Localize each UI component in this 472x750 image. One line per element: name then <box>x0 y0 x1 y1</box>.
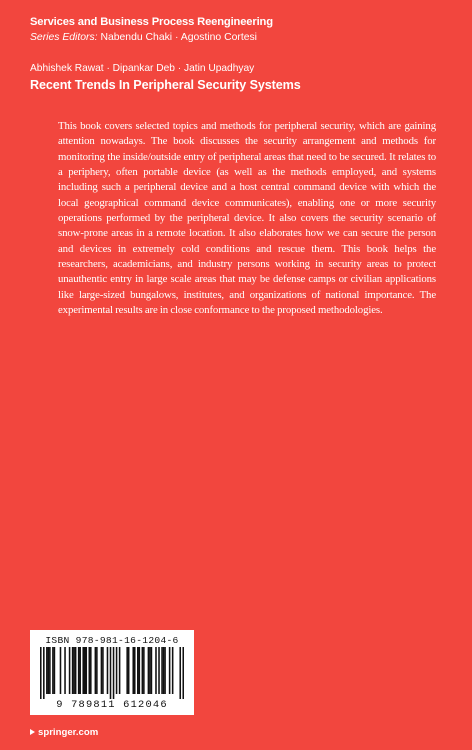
barcode-bar <box>96 647 98 694</box>
barcode-bar <box>128 647 130 694</box>
barcode-bar <box>84 647 86 694</box>
barcode-bar <box>69 647 71 694</box>
barcode-bar <box>49 647 51 694</box>
barcode-bar <box>134 647 136 694</box>
barcode-bar <box>85 647 87 694</box>
barcode-bar <box>72 647 74 694</box>
barcode-bar <box>52 647 54 694</box>
book-title: Recent Trends In Peripheral Security Systems <box>30 78 301 92</box>
series-editors <box>30 30 450 46</box>
barcode-bar <box>126 647 128 694</box>
barcode-bar <box>155 647 157 694</box>
barcode-bar <box>48 647 50 694</box>
barcode-bar <box>73 647 75 694</box>
barcode-bar <box>142 647 144 694</box>
barcode-bar <box>75 647 77 694</box>
barcode-bar <box>116 647 118 694</box>
barcode-bar <box>79 647 81 694</box>
springer-link[interactable] <box>30 727 98 739</box>
barcode-bar <box>172 647 174 694</box>
barcode-bar <box>101 647 103 694</box>
barcode-bar <box>148 647 150 694</box>
barcode-bar <box>164 647 166 694</box>
barcode-bar <box>143 647 145 694</box>
series-title: Services and Business Process Reengineering <box>30 16 273 28</box>
barcode-bar <box>149 647 151 694</box>
barcode-bar <box>90 647 92 694</box>
barcode-bar <box>182 647 184 699</box>
barcode-bar <box>54 647 56 694</box>
barcode-bars <box>40 647 184 699</box>
series-info <box>30 14 450 46</box>
barcode-bar <box>179 647 181 699</box>
series-editors-names: Nabendu Chaki · Agostino Cortesi <box>100 32 257 43</box>
barcode-bar <box>163 647 165 694</box>
barcode-bar <box>110 647 112 699</box>
springer-link-text: springer.com <box>38 727 99 738</box>
barcode-bar <box>119 647 121 694</box>
barcode-bar <box>78 647 80 694</box>
isbn-number: ISBN 978-981-16-1204-6 <box>45 635 179 646</box>
barcode-bar <box>89 647 91 694</box>
barcode-bar <box>137 647 139 694</box>
ean-digits: 9 789811 612046 <box>56 699 168 711</box>
series-editors-label: Series Editors: <box>30 32 98 43</box>
barcode-bar <box>40 647 42 699</box>
barcode-bar <box>151 647 153 694</box>
isbn-barcode <box>30 630 194 715</box>
barcode-bar <box>139 647 141 694</box>
barcode-bar <box>161 647 163 694</box>
barcode-bar <box>43 647 45 699</box>
barcode-bar <box>64 647 66 694</box>
barcode-bar <box>158 647 160 694</box>
book-authors: Abhishek Rawat · Dipankar Deb · Jatin Upadhyay <box>30 63 255 74</box>
barcode-bar <box>107 647 109 694</box>
barcode-bar <box>82 647 84 694</box>
book-description: This book covers selected topics and methods for peripheral security, which are gaining attention nowadays. The book discusses the security arrangement and methods for monitoring the inside/outside entry of peripheral areas that need to be secured. It relates to a periphery, often portable device (as well as the methods employed, and systems including such a peripheral device and a host central command device with which the local geographical command device communicates), enabling one or more security operations performed by the peripheral device. It also covers the security scenario of snow-prone areas in a remote location. It also elaborates how we can secure the person and devices in extremely cold conditions and rescue them. This book helps the researchers, academicians, and industry persons working in security areas to protect unauthentic entry in large scale areas that may be defense camps or civilian applications like large-sized bungalows, institutes, and organizations of national importance. The experimental results are in close conformance to the proposed methodologies. <box>58 120 436 317</box>
barcode-bar <box>60 647 62 694</box>
barcode-bar <box>46 647 48 694</box>
barcode-bar <box>102 647 104 694</box>
arrow-right-icon <box>30 729 35 735</box>
barcode-bar <box>169 647 171 694</box>
barcode-bar <box>113 647 115 699</box>
barcode-bar <box>132 647 134 694</box>
barcode-bar <box>95 647 97 694</box>
